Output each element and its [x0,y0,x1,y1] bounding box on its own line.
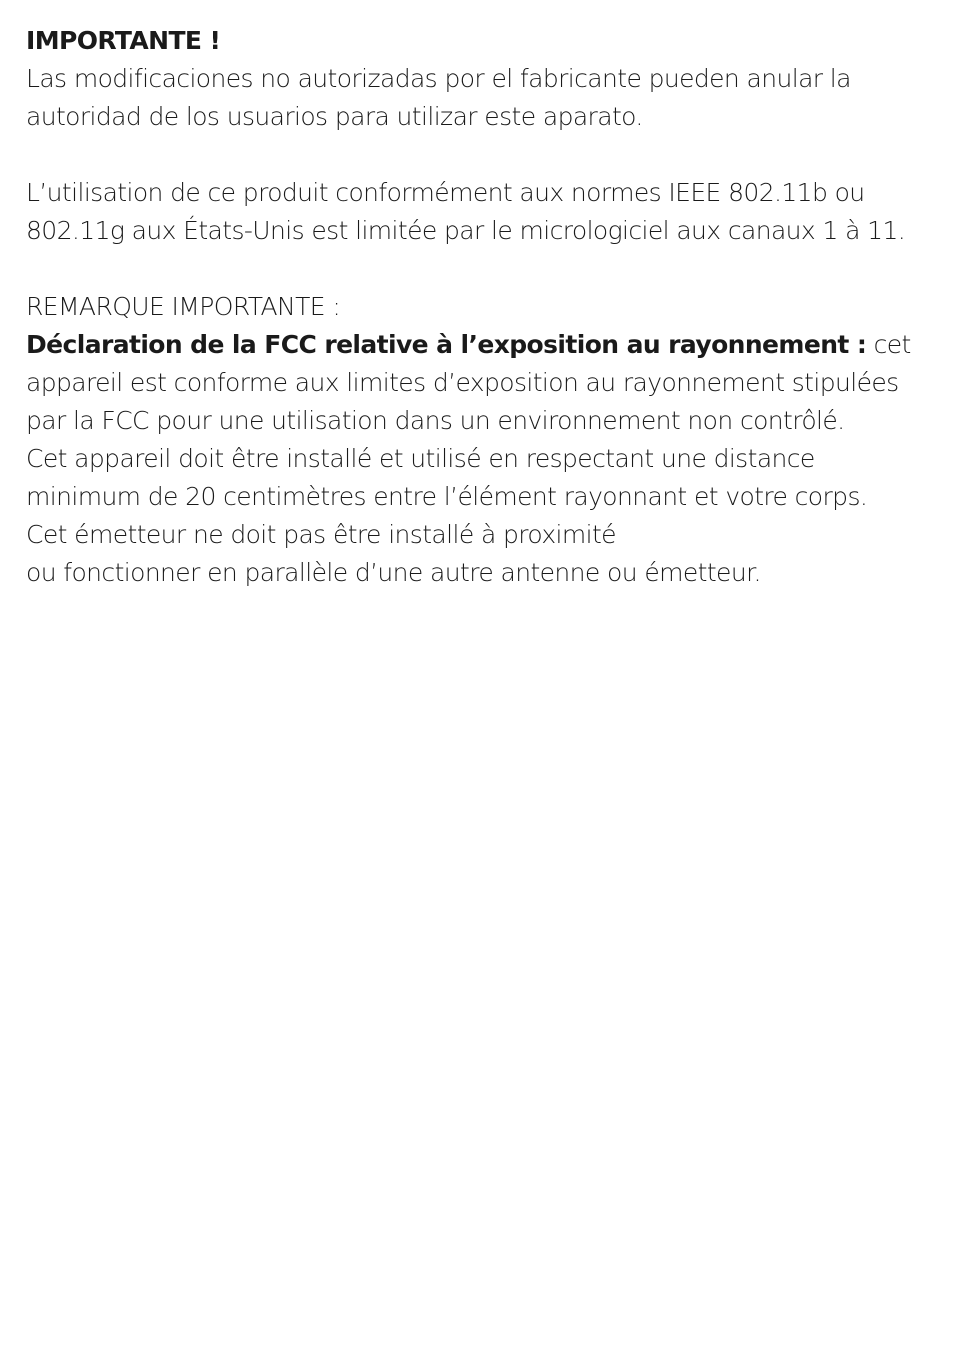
fcc-paragraph-line-4: minimum de 20 centimètres entre l’élément rayonnant et votre corps. [26,482,868,511]
important-heading-es: IMPORTANTE ! [26,26,221,55]
fcc-declaration-title: Déclaration de la FCC relative à l’exposition au rayonnement : [26,330,867,359]
paragraph-spacer [26,136,941,174]
paragraph-es-line-2: autoridad de los usuarios para utilizar este aparato. [26,102,643,131]
fcc-paragraph-line-5: Cet émetteur ne doit pas être installé à proximité [26,520,616,549]
fcc-paragraph-line-6: ou fonctionner en parallèle d’une autre antenne ou émetteur. [26,558,761,587]
paragraph-spacer [26,250,941,288]
fcc-lead-line [26,326,941,364]
paragraph-ieee-line-1: L’utilisation de ce produit conformément aux normes IEEE 802.11b ou [26,178,865,207]
fcc-paragraph-line-2: par la FCC pour une utilisation dans un environnement non contrôlé. [26,406,845,435]
document-page [26,22,941,592]
fcc-paragraph-line-3: Cet appareil doit être installé et utilisé en respectant une distance [26,444,815,473]
fcc-paragraph-line-1: appareil est conforme aux limites d’exposition au rayonnement stipulées [26,368,899,397]
remark-heading: REMARQUE IMPORTANTE : [26,292,341,321]
paragraph-es-line-1: Las modificaciones no autorizadas por el fabricante pueden anular la [26,64,851,93]
paragraph-ieee-line-2: 802.11g aux États-Unis est limitée par le micrologiciel aux canaux 1 à 11. [26,216,906,245]
fcc-lead-rest: cet [866,330,911,359]
